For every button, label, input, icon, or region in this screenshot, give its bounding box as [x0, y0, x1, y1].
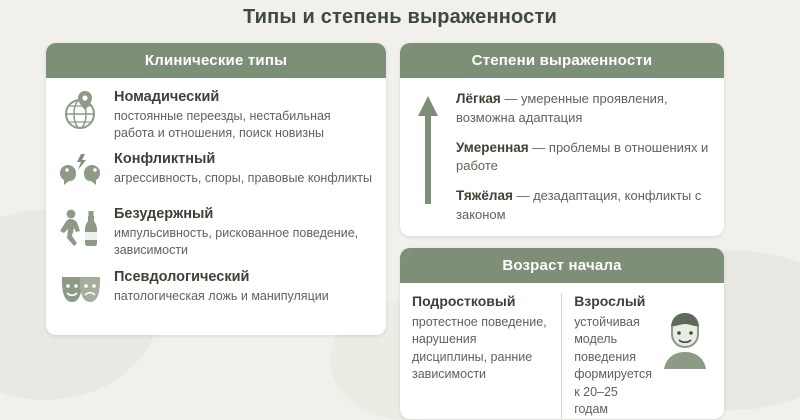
severity-body: [400, 78, 724, 236]
list-item-text: [114, 88, 372, 141]
list-item: [58, 150, 372, 196]
list-item: [456, 139, 710, 176]
severity-name: Тяжёлая: [456, 188, 513, 204]
clinical-types-card: [46, 43, 386, 335]
age-onset-body: [400, 283, 724, 419]
list-item: [58, 88, 372, 141]
age-desc: протестное поведение, нарушения дисциплины, ранние зависимости: [412, 314, 547, 382]
list-item-text: [114, 150, 372, 187]
type-name: Безудержный: [114, 206, 214, 223]
type-desc: агрессивность, споры, правовые конфликты: [114, 171, 372, 186]
page-title: Типы и степень выраженности: [243, 6, 557, 28]
list-item: [456, 187, 710, 224]
age-onset-header: Возраст начала: [400, 248, 724, 283]
two-heads-conflict-icon: [58, 150, 104, 196]
severity-desc: — дезадаптация, конфликты с законом: [456, 188, 702, 222]
list-item-text: [114, 205, 372, 258]
type-desc: постоянные переезды, нестабильная работа и отношения, поиск новизны: [114, 108, 331, 140]
globe-pin-icon: [58, 88, 104, 134]
theatre-masks-icon: [58, 268, 104, 314]
age-name: Взрослый: [574, 292, 646, 309]
severity-list: [456, 90, 710, 226]
type-name: Псевдологический: [114, 268, 250, 285]
clinical-types-column: [46, 43, 386, 419]
severity-name: Умеренная: [456, 139, 529, 155]
type-desc: импульсивность, рискованное поведение, зависимости: [114, 226, 359, 257]
type-name: Номадический: [114, 89, 220, 105]
severity-name: Лёгкая: [456, 91, 501, 106]
list-item: [456, 90, 710, 127]
severity-card: [400, 43, 724, 236]
up-arrow-icon: [416, 90, 442, 226]
severity-header: Степени выраженности: [400, 43, 724, 78]
age-onset-card: [400, 248, 724, 419]
adult-person-icon: [658, 293, 712, 374]
type-name: Конфликтный: [114, 151, 216, 168]
age-desc: устойчивая модель поведения формируется к 20–25 годам: [574, 314, 653, 417]
list-item: [58, 268, 372, 314]
right-column: [400, 43, 724, 419]
type-desc: патологическая ложь и манипуляции: [114, 288, 329, 303]
content-layout: [0, 29, 800, 419]
clinical-types-header: Клинические типы: [46, 43, 386, 78]
running-man-bottle-icon: [58, 205, 104, 251]
clinical-types-body: [46, 78, 386, 335]
list-item: [58, 205, 372, 258]
list-item-text: [114, 268, 329, 305]
severity-desc: — проблемы в отношениях и работе: [456, 139, 709, 174]
age-name: Подростковый: [412, 292, 516, 309]
severity-desc: — умеренные проявления, возможна адаптация: [456, 91, 668, 125]
